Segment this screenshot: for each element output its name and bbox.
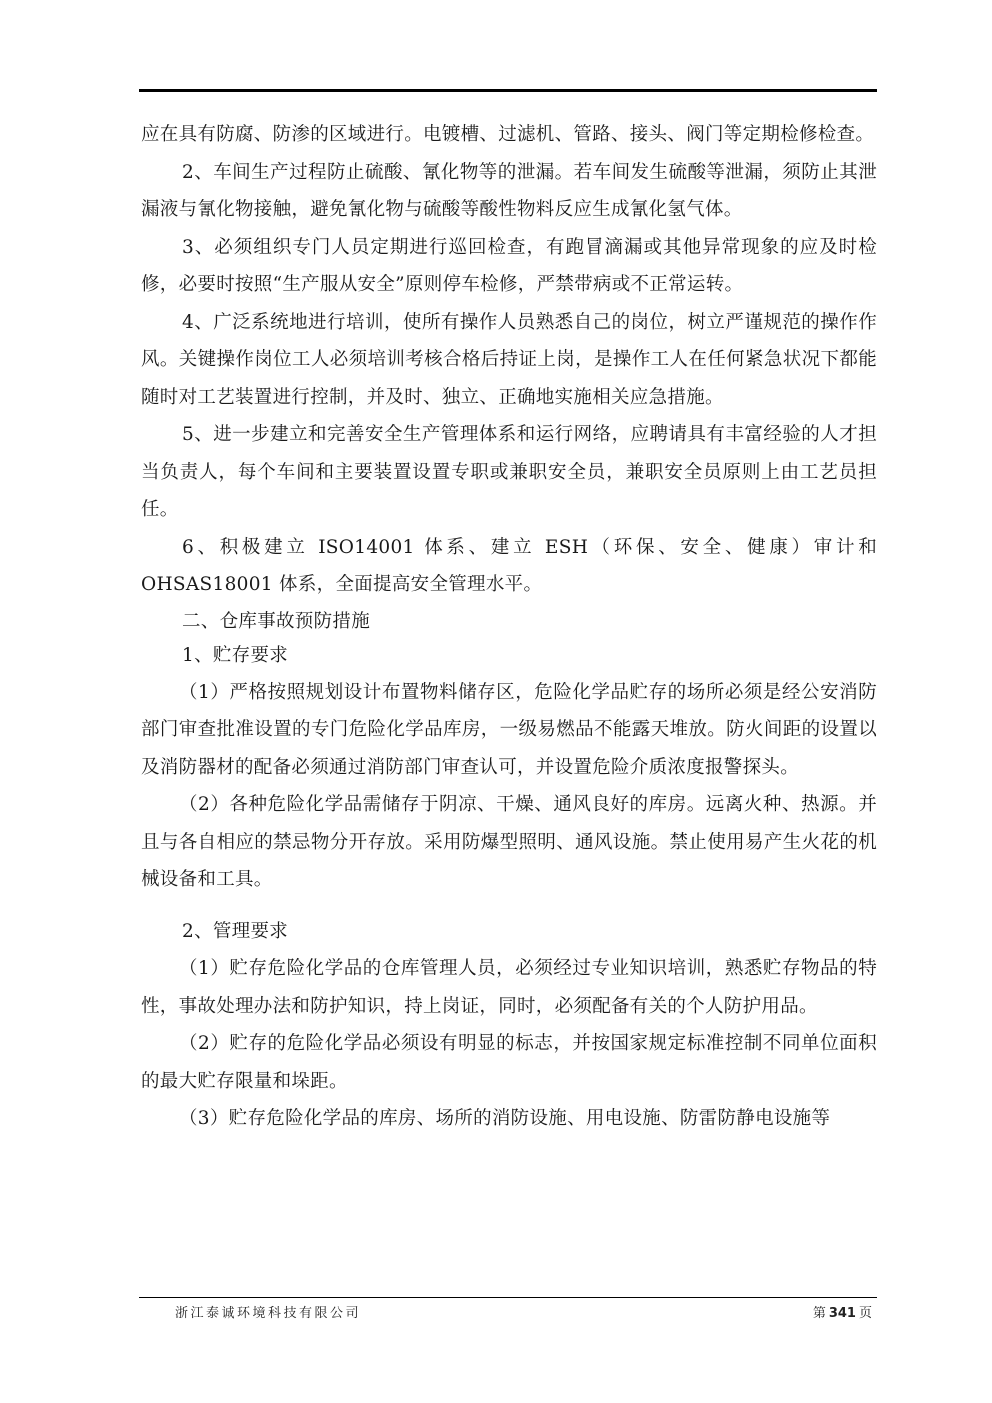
header-rule [139, 89, 877, 92]
subheading-management-requirements: 2、管理要求 [182, 920, 289, 942]
paragraph-item-5: 5、进一步建立和完善安全生产管理体系和运行网络，应聘请具有丰富经验的人才担当负责人，每个车间和主要装置设置专职或兼职安全员，兼职安全员原则上由工艺员担任。 [141, 424, 877, 520]
paragraph-storage-1: （1）严格按照规划设计布置物料储存区，危险化学品贮存的场所必须是经公安消防部门审查批准设置的专门危险化学品库房，一级易燃品不能露天堆放。防火间距的设置以及消防器材的配备必须通过消防部门审查认可，并设置危险介质浓度报警探头。 [141, 681, 877, 778]
document-body [141, 116, 877, 1138]
footer-company: 浙江泰诚环境科技有限公司 [175, 1306, 362, 1321]
paragraph-management-1: （1）贮存危险化学品的仓库管理人员，必须经过专业知识培训，熟悉贮存物品的特性，事故处理办法和防护知识，持上岗证，同时，必须配备有关的个人防护用品。 [141, 958, 877, 1017]
paragraph-item-4: 4、广泛系统地进行培训，使所有操作人员熟悉自己的岗位，树立严谨规范的操作作风。关键操作岗位工人必须培训考核合格后持证上岗，是操作工人在任何紧急状况下都能随时对工艺装置进行控制，并及时、独立、正确地实施相关应急措施。 [141, 311, 877, 408]
paragraph-item-2: 2、车间生产过程防止硫酸、氰化物等的泄漏。若车间发生硫酸等泄漏，须防止其泄漏液与氰化物接触，避免氰化物与硫酸等酸性物料反应生成氰化氢气体。 [141, 161, 877, 220]
footer-rule [139, 1297, 877, 1298]
section-heading-warehouse: 二、仓库事故预防措施 [182, 610, 371, 632]
subheading-storage-requirements: 1、贮存要求 [182, 644, 289, 666]
paragraph-storage-2: （2）各种危险化学品需储存于阴凉、干燥、通风良好的库房。远离火种、热源。并且与各自相应的禁忌物分开存放。采用防爆型照明、通风设施。禁止使用易产生火花的机械设备和工具。 [141, 794, 877, 890]
paragraph-management-3: （3）贮存危险化学品的库房、场所的消防设施、用电设施、防雷防静电设施等 [179, 1108, 831, 1129]
page-prefix: 第 [812, 1306, 826, 1321]
paragraph-item-3: 3、必须组织专门人员定期进行巡回检查，有跑冒滴漏或其他异常现象的应及时检修，必要时按照“生产服从安全”原则停车检修，严禁带病或不正常运转。 [141, 236, 877, 295]
footer-page-number [813, 1302, 872, 1321]
page-number: 341 [828, 1306, 856, 1321]
page-suffix: 页 [858, 1306, 872, 1321]
paragraph-continuation: 应在具有防腐、防渗的区域进行。电镀槽、过滤机、管路、接头、阀门等定期检修检查。 [141, 124, 875, 145]
paragraph-management-2: （2）贮存的危险化学品必须设有明显的标志，并按国家规定标准控制不同单位面积的最大贮存限量和垛距。 [141, 1033, 877, 1092]
paragraph-item-6: 6、积极建立 ISO14001 体系、建立 ESH（环保、安全、健康）审计和 OHSAS18001 体系，全面提高安全管理水平。 [141, 536, 877, 595]
